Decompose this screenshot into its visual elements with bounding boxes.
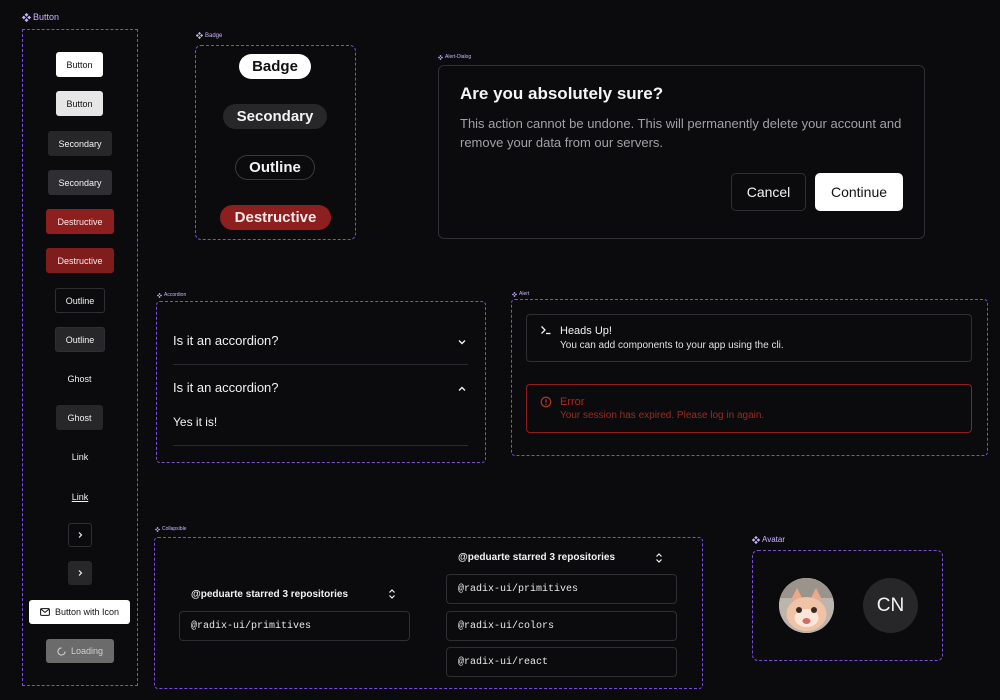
alert-circle-icon [540,396,552,408]
spinner-icon [57,647,66,656]
component-icon [752,536,760,544]
repository-item: @radix-ui/colors [446,611,677,641]
info-alert-title: Heads Up! [560,325,612,337]
frame-label-alert [512,291,529,297]
frame-label-text: Collapsible [162,526,187,532]
component-icon [157,293,162,298]
info-alert [526,314,972,362]
outline-hover-button[interactable]: Outline [55,327,105,352]
error-alert [526,384,972,433]
component-icon [196,32,203,39]
icon-outline-button[interactable] [68,523,92,547]
chevron-right-icon [76,531,84,539]
avatar-fallback: CN [863,578,918,633]
secondary-hover-button[interactable]: Secondary [48,170,112,195]
chevrons-up-down-icon[interactable] [386,588,398,600]
secondary-badge: Secondary [223,104,327,129]
collapsible-title: @peduarte starred 3 repositories [191,589,349,600]
chevrons-up-down-icon[interactable] [653,552,665,564]
secondary-button[interactable]: Secondary [48,131,112,156]
destructive-badge: Destructive [220,205,331,230]
accordion-answer: Yes it is! [173,415,218,429]
accordion-divider [173,364,468,365]
frame-label-collapsible [155,526,186,532]
collapsible-title: @peduarte starred 3 repositories [458,552,616,563]
accordion-trigger[interactable] [173,333,468,351]
avatar-image [779,578,834,633]
repository-item: @radix-ui/primitives [179,611,410,641]
accordion-question: Is it an accordion? [173,333,279,348]
repository-item: @radix-ui/primitives [446,574,677,604]
frame-label-accordion [157,292,186,298]
frame-label-button [22,12,59,22]
ghost-button[interactable]: Ghost [67,373,92,384]
component-icon [22,13,31,22]
accordion-divider [173,445,468,446]
button-with-icon-label: Button with Icon [54,607,120,617]
component-icon [512,292,517,297]
default-button[interactable]: Button [56,52,103,77]
component-icon [155,527,160,532]
icon-secondary-button[interactable] [68,561,92,585]
frame-label-text: Alert-Dialog [445,54,472,60]
error-alert-title: Error [560,396,585,408]
ghost-hover-button[interactable]: Ghost [56,405,103,430]
continue-button[interactable]: Continue [815,173,903,211]
error-alert-description: Your session has expired. Please log in again. [560,410,765,421]
link-hover-button[interactable]: Link [71,491,89,502]
destructive-button[interactable]: Destructive [46,209,114,234]
frame-label-alert-dialog [438,54,471,60]
cancel-button[interactable]: Cancel [731,173,806,211]
accordion-trigger[interactable] [173,380,468,398]
accordion-question: Is it an accordion? [173,380,279,395]
dialog-description: This action cannot be undone. This will permanently delete your account and remove your data from our servers. [460,116,902,150]
frame-label-text: Avatar [762,535,785,544]
outline-badge: Outline [235,155,315,180]
frame-label-text: Accordion [164,292,187,298]
repository-item: @radix-ui/react [446,647,677,677]
frame-label-avatar [752,535,785,544]
frame-label-text: Badge [205,32,223,39]
chevron-right-icon [76,569,84,577]
destructive-hover-button[interactable]: Destructive [46,248,114,273]
button-frame [22,29,138,686]
chevron-down-icon [456,336,468,348]
mail-icon [40,608,50,616]
dialog-title: Are you absolutely sure? [460,84,664,103]
component-icon [438,55,443,60]
frame-label-text: Alert [519,291,530,297]
outline-button[interactable]: Outline [55,288,105,313]
loading-label: Loading [70,646,104,656]
default-badge: Badge [239,54,311,79]
chevron-up-icon [456,383,468,395]
loading-button [46,639,114,663]
link-button[interactable]: Link [71,451,89,462]
cat-photo [779,578,834,633]
info-alert-description: You can add components to your app using the cli. [560,340,784,351]
frame-label-badge [196,32,222,39]
terminal-icon [540,325,552,335]
frame-label-text: Button [33,12,60,22]
default-hover-button[interactable]: Button [56,91,103,116]
button-with-icon[interactable] [29,600,130,624]
